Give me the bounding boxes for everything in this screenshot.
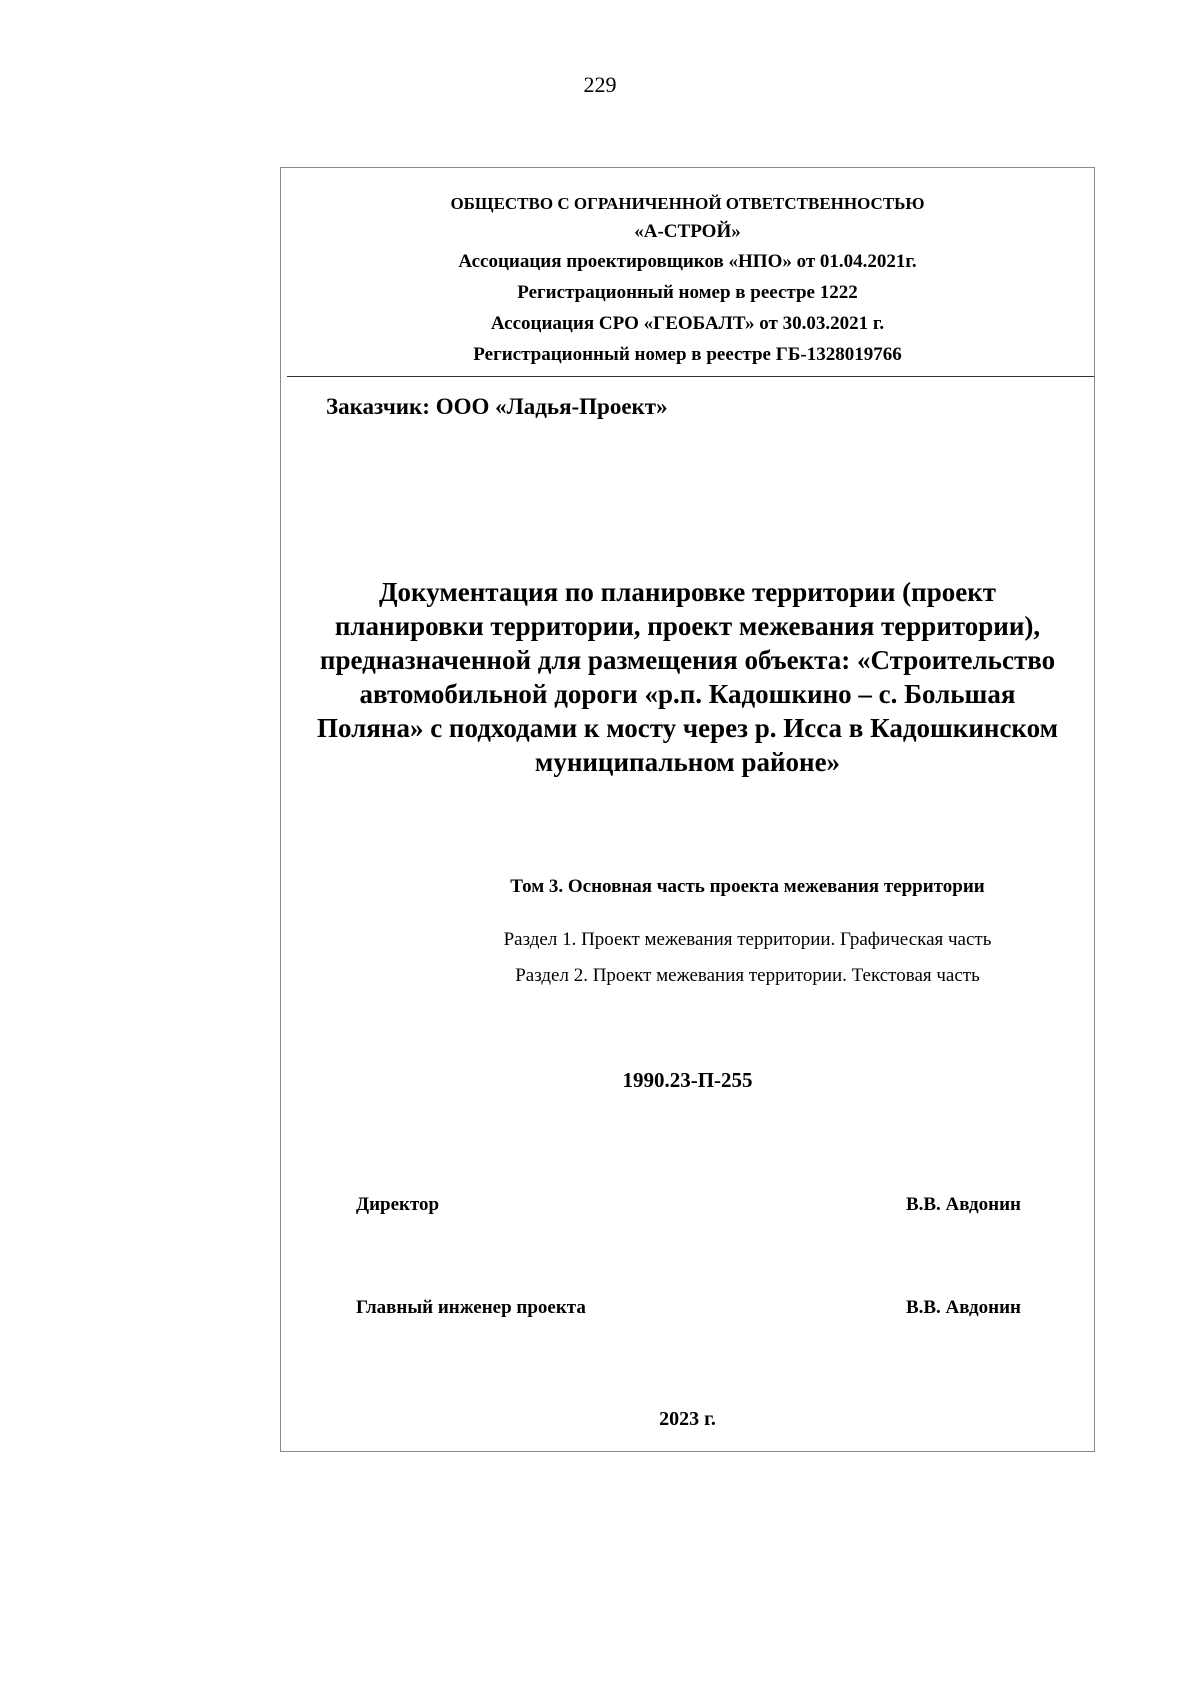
- signature-role: Директор: [356, 1194, 440, 1215]
- signature-name: В.В. Авдонин: [905, 1297, 1021, 1318]
- signature-name: В.В. Авдонин: [905, 1194, 1021, 1215]
- volume-title: Том 3. Основная часть проекта межевания территории: [510, 876, 985, 897]
- header-divider: [287, 376, 1094, 377]
- registration-npo: Регистрационный номер в реестре 1222: [517, 282, 858, 303]
- title-page-frame: [280, 167, 1095, 1452]
- association-sro: Ассоциация СРО «ГЕОБАЛТ» от 30.03.2021 г.: [490, 313, 885, 334]
- title-line: планировки территории, проект межевания территории),: [334, 611, 1041, 641]
- title-line: предназначенной для размещения объекта: «Строительство: [319, 645, 1056, 675]
- registration-sro: Регистрационный номер в реестре ГБ-1328019766: [473, 344, 902, 365]
- document-code: 1990.23-П-255: [622, 1068, 753, 1092]
- title-line: Документация по планировке территории (проект: [378, 577, 997, 607]
- title-line: муниципальном районе»: [534, 747, 841, 777]
- document-title: [281, 575, 1094, 779]
- organization-header: [281, 190, 1094, 370]
- section-2: Раздел 2. Проект межевания территории. Текстовая часть: [515, 965, 980, 986]
- signature-role: Главный инженер проекта: [356, 1297, 586, 1318]
- document-year: 2023 г.: [659, 1408, 716, 1430]
- section-1: Раздел 1. Проект межевания территории. Графическая часть: [503, 929, 992, 950]
- company-name: «А-СТРОЙ»: [634, 221, 741, 242]
- org-form: ОБЩЕСТВО С ОГРАНИЧЕННОЙ ОТВЕТСТВЕННОСТЬЮ: [450, 194, 925, 213]
- title-line: Поляна» с подходами к мосту через р. Исса в Кадошкинском: [316, 713, 1059, 743]
- page-number: 229: [583, 72, 617, 97]
- customer: Заказчик: ООО «Ладья-Проект»: [326, 394, 668, 419]
- association-npo: Ассоциация проектировщиков «НПО» от 01.04.2021г.: [458, 251, 917, 272]
- title-line: автомобильной дороги «р.п. Кадошкино – с. Большая: [359, 679, 1016, 709]
